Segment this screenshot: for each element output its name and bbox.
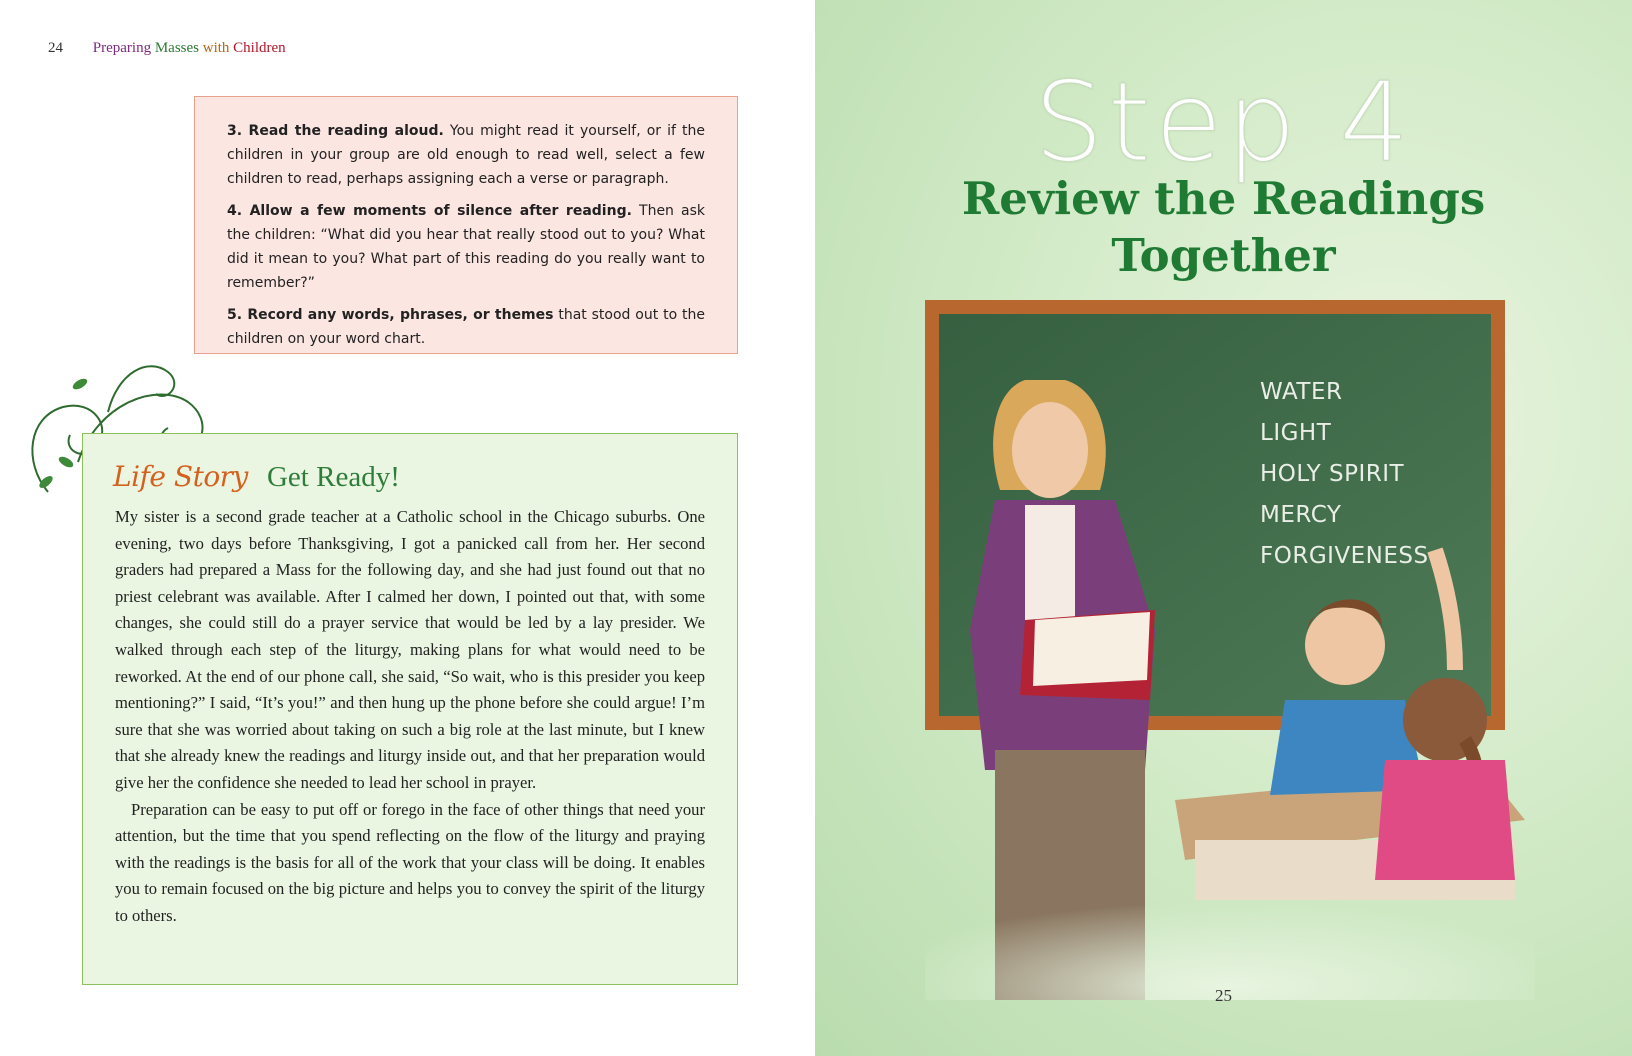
steps-box [194, 96, 738, 354]
step-text: You might read it yourself, or if the children in your group are old enough to read well, select a few children to read, perhaps assigning each a verse or paragraph. [227, 123, 706, 187]
running-head-word: Children [233, 40, 286, 56]
step-number-heading: Step 4 [1033, 58, 1414, 186]
step-title [815, 170, 1632, 284]
chalk-word: FORGIVENESS [1260, 543, 1429, 569]
step-lead: 3. Read the reading aloud. [227, 123, 444, 139]
story-paragraph: My sister is a second grade teacher at a Catholic school in the Chicago suburbs. One evening, two days before Thanksgiving, I got a panicked call from her. Her second graders had prepared a Mass for the following day, and she had just found out that no priest celebrant was available. After I calmed her down, I pointed out that, with some changes, she could still do a prayer service that would be led by a lay presider. We walked through each step of the liturgy, making plans for what would need to be reworked. At the end of our phone call, she said, “So wait, who is this presider you keep mentioning?” I said, “It’s you!” and then hung up the phone before she could argue! I’m sure that she was worried about taking on such a big role at the last minute, but I knew that she already knew the readings and liturgy inside out, and that her preparation would give her the confidence she needed to lead her school in prayer. [115, 507, 705, 792]
running-head [48, 40, 286, 57]
running-head-word: Preparing [92, 40, 152, 56]
chalk-word: MERCY [1260, 502, 1342, 528]
chalk-word: WATER [1260, 379, 1343, 405]
step-item [227, 303, 705, 351]
step-lead: 4. Allow a few moments of silence after reading. [227, 203, 632, 219]
running-head-word: Masses [154, 40, 199, 56]
right-page-number: 25 [1215, 986, 1232, 1005]
step-item [227, 199, 705, 295]
right-page [815, 0, 1632, 1056]
classroom-illustration [925, 300, 1535, 1000]
life-story-body [115, 504, 705, 930]
chalkboard-word-list [1260, 372, 1429, 577]
life-story-label: Life Story [113, 460, 248, 493]
step-text: that stood out to the children on your word chart. [227, 307, 705, 347]
life-story-box [82, 433, 738, 985]
step-title-line: Review the Readings [961, 172, 1486, 225]
left-page-number: 24 [48, 40, 63, 56]
life-story-heading [113, 460, 400, 494]
running-head-word: with [202, 40, 230, 56]
step-title-line: Together [1111, 229, 1336, 282]
step-item [227, 119, 705, 191]
step-text: Then ask the children: “What did you hear that really stood out to you? What did it mean to you? What part of this reading do you really want to remember?” [227, 203, 705, 291]
story-paragraph: Preparation can be easy to put off or forego in the face of other things that need your attention, but the time that you spend reflecting on the flow of the liturgy and praying with the readings is the basis for all of the work that your class will be doing. It enables you to remain focused on the big picture and helps you to convey the spirit of the liturgy to others. [115, 799, 705, 925]
life-story-title: Get Ready! [266, 461, 400, 493]
step-lead: 5. Record any words, phrases, or themes [227, 307, 554, 323]
left-page [0, 0, 815, 1056]
chalk-word: HOLY SPIRIT [1260, 461, 1405, 487]
chalk-word: LIGHT [1260, 420, 1332, 446]
